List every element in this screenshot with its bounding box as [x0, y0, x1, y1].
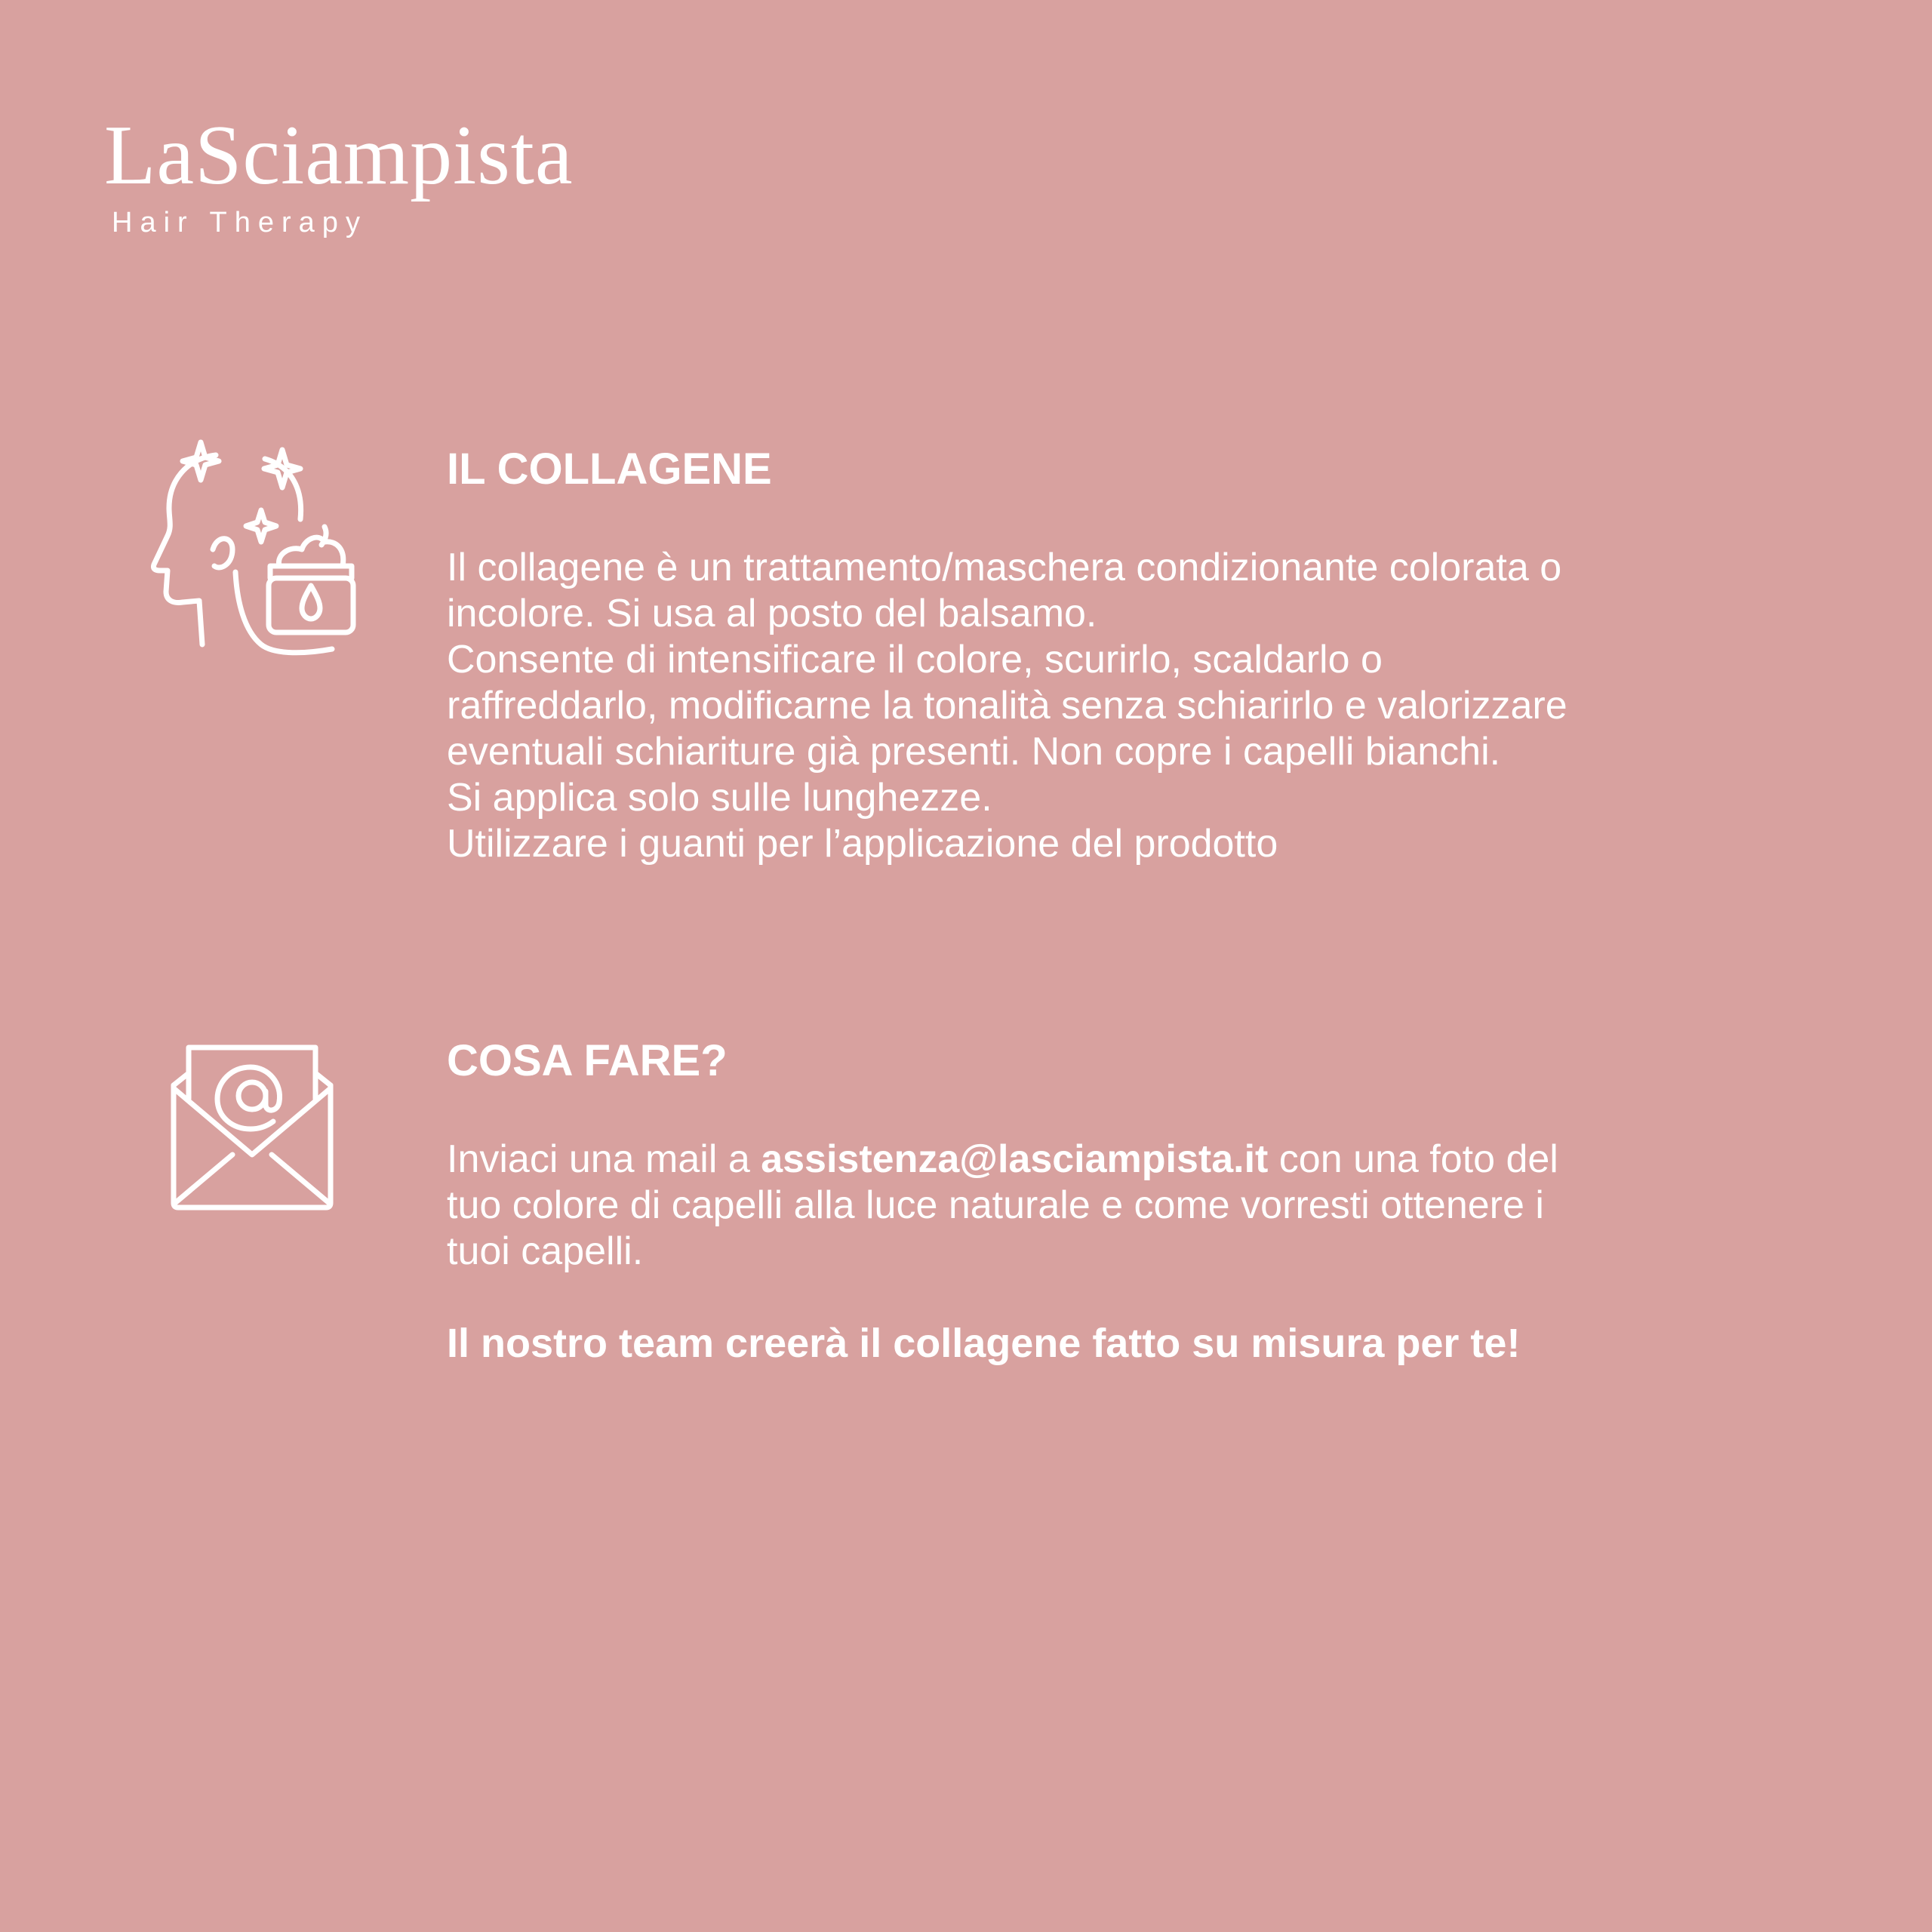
- section-instructions: [447, 1137, 1775, 1275]
- email-link[interactable]: assistenza@lasciampista.it: [761, 1137, 1269, 1181]
- instructions-line: tuo colore di capelli alla luce naturale e come vorresti ottenere i: [447, 1183, 1544, 1227]
- description-line: Consente di intensificare il colore, scurirlo, scaldarlo o: [447, 637, 1383, 681]
- email-envelope-icon: [168, 1041, 337, 1212]
- description-line: incolore. Si usa al posto del balsamo.: [447, 591, 1097, 635]
- description-line: Si applica solo sulle lunghezze.: [447, 775, 992, 820]
- description-line: raffreddarlo, modificarne la tonalità senza schiarirlo e valorizzare: [447, 683, 1567, 728]
- head-cream-icon: [148, 436, 367, 663]
- section-description: [447, 545, 1775, 867]
- description-line: Utilizzare i guanti per l’applicazione del prodotto: [447, 821, 1278, 866]
- instructions-line: tuoi capelli.: [447, 1229, 644, 1273]
- call-to-action: Il nostro team creerà il collagene fatto su misura per te!: [447, 1320, 1521, 1366]
- description-line: Il collagene è un trattamento/maschera condizionante colorata o: [447, 545, 1562, 589]
- brand-logo: [104, 109, 574, 239]
- instructions-text: con una foto del: [1268, 1137, 1558, 1181]
- description-line: eventuali schiariture già presenti. Non copre i capelli bianchi.: [447, 729, 1501, 774]
- instructions-line: [447, 1137, 1775, 1183]
- section-title: IL COLLAGENE: [447, 445, 772, 494]
- instructions-text: Inviaci una mail a: [447, 1137, 761, 1181]
- section-collagene: [447, 445, 1850, 867]
- brand-name: LaSciampista: [104, 109, 574, 202]
- section-title: COSA FARE?: [447, 1036, 728, 1085]
- brand-tagline: Hair Therapy: [112, 207, 368, 238]
- section-cosa-fare: [447, 1037, 1850, 1367]
